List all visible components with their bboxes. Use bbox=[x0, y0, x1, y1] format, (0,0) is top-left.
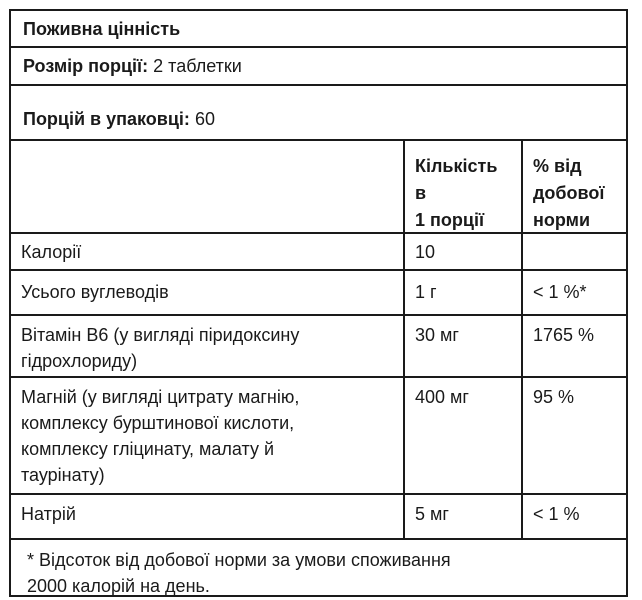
amount-cell bbox=[403, 271, 521, 314]
daily-value-cell bbox=[521, 316, 626, 376]
nutrient-header-cell bbox=[11, 141, 403, 232]
column-header-row bbox=[11, 141, 626, 234]
amount-value: 400 мг bbox=[415, 387, 469, 407]
footnote bbox=[11, 540, 626, 597]
table-row bbox=[11, 495, 626, 540]
serving-size-label: Розмір порції: bbox=[23, 56, 149, 76]
daily-value-cell bbox=[521, 271, 626, 314]
daily-value-cell bbox=[521, 495, 626, 538]
amount-header-line: в bbox=[415, 183, 427, 203]
daily-value-header-line: добової bbox=[533, 183, 605, 203]
nutrient-name-cell bbox=[11, 271, 403, 314]
title-row bbox=[11, 11, 626, 48]
daily-value: < 1 % bbox=[533, 504, 580, 524]
serving-size-value: 2 таблетки bbox=[153, 56, 242, 76]
footnote-row bbox=[11, 540, 626, 597]
servings-per-container-label: Порцій в упаковці: bbox=[23, 109, 190, 129]
nutrient-name-line: комплексу бурштинової кислоти, bbox=[21, 413, 295, 433]
footnote-line: * Відсоток від добової норми за умови споживання bbox=[27, 550, 451, 570]
nutrient-name-cell bbox=[11, 495, 403, 538]
nutrition-facts-table bbox=[9, 9, 628, 597]
daily-value: 95 % bbox=[533, 387, 575, 407]
nutrient-name: Усього вуглеводів bbox=[21, 282, 169, 302]
daily-value: 1765 % bbox=[533, 325, 595, 345]
nutrient-name-line: Магній (у вигляді цитрату магнію, bbox=[21, 387, 300, 407]
nutrient-name-cell bbox=[11, 234, 403, 269]
amount-value: 30 мг bbox=[415, 325, 459, 345]
nutrient-name-line: гідрохлориду) bbox=[21, 351, 138, 371]
amount-cell bbox=[403, 234, 521, 269]
amount-cell bbox=[403, 378, 521, 493]
amount-value: 1 г bbox=[415, 282, 437, 302]
daily-value: < 1 %* bbox=[533, 282, 587, 302]
daily-value-header-cell bbox=[521, 141, 626, 232]
nutrient-name: Калорії bbox=[21, 242, 82, 262]
table-row bbox=[11, 271, 626, 316]
servings-per-container-row bbox=[11, 86, 626, 141]
amount-cell bbox=[403, 495, 521, 538]
footnote-line: 2000 калорій на день. bbox=[27, 576, 210, 596]
nutrient-name-line: таурінату) bbox=[21, 465, 105, 485]
amount-value: 5 мг bbox=[415, 504, 449, 524]
amount-value: 10 bbox=[415, 242, 436, 262]
nutrient-name: Натрій bbox=[21, 504, 76, 524]
table-row bbox=[11, 378, 626, 495]
amount-header-cell bbox=[403, 141, 521, 232]
daily-value-cell bbox=[521, 234, 626, 269]
amount-header-line: Кількість bbox=[415, 156, 498, 176]
amount-cell bbox=[403, 316, 521, 376]
nutrient-name-line: Вітамін B6 (у вигляді піридоксину bbox=[21, 325, 300, 345]
nutrient-name-cell bbox=[11, 316, 403, 376]
daily-value-header-line: % від bbox=[533, 156, 582, 176]
nutrient-name-cell bbox=[11, 378, 403, 493]
daily-value-header-line: норми bbox=[533, 210, 591, 230]
servings-per-container-value: 60 bbox=[194, 109, 215, 129]
table-title: Поживна цінність bbox=[23, 19, 181, 39]
daily-value-cell bbox=[521, 378, 626, 493]
nutrient-name-line: комплексу гліцинату, малату й bbox=[21, 439, 275, 459]
amount-header-line: 1 порції bbox=[415, 210, 485, 230]
serving-size-row bbox=[11, 48, 626, 86]
table-row bbox=[11, 316, 626, 378]
table-row bbox=[11, 234, 626, 271]
